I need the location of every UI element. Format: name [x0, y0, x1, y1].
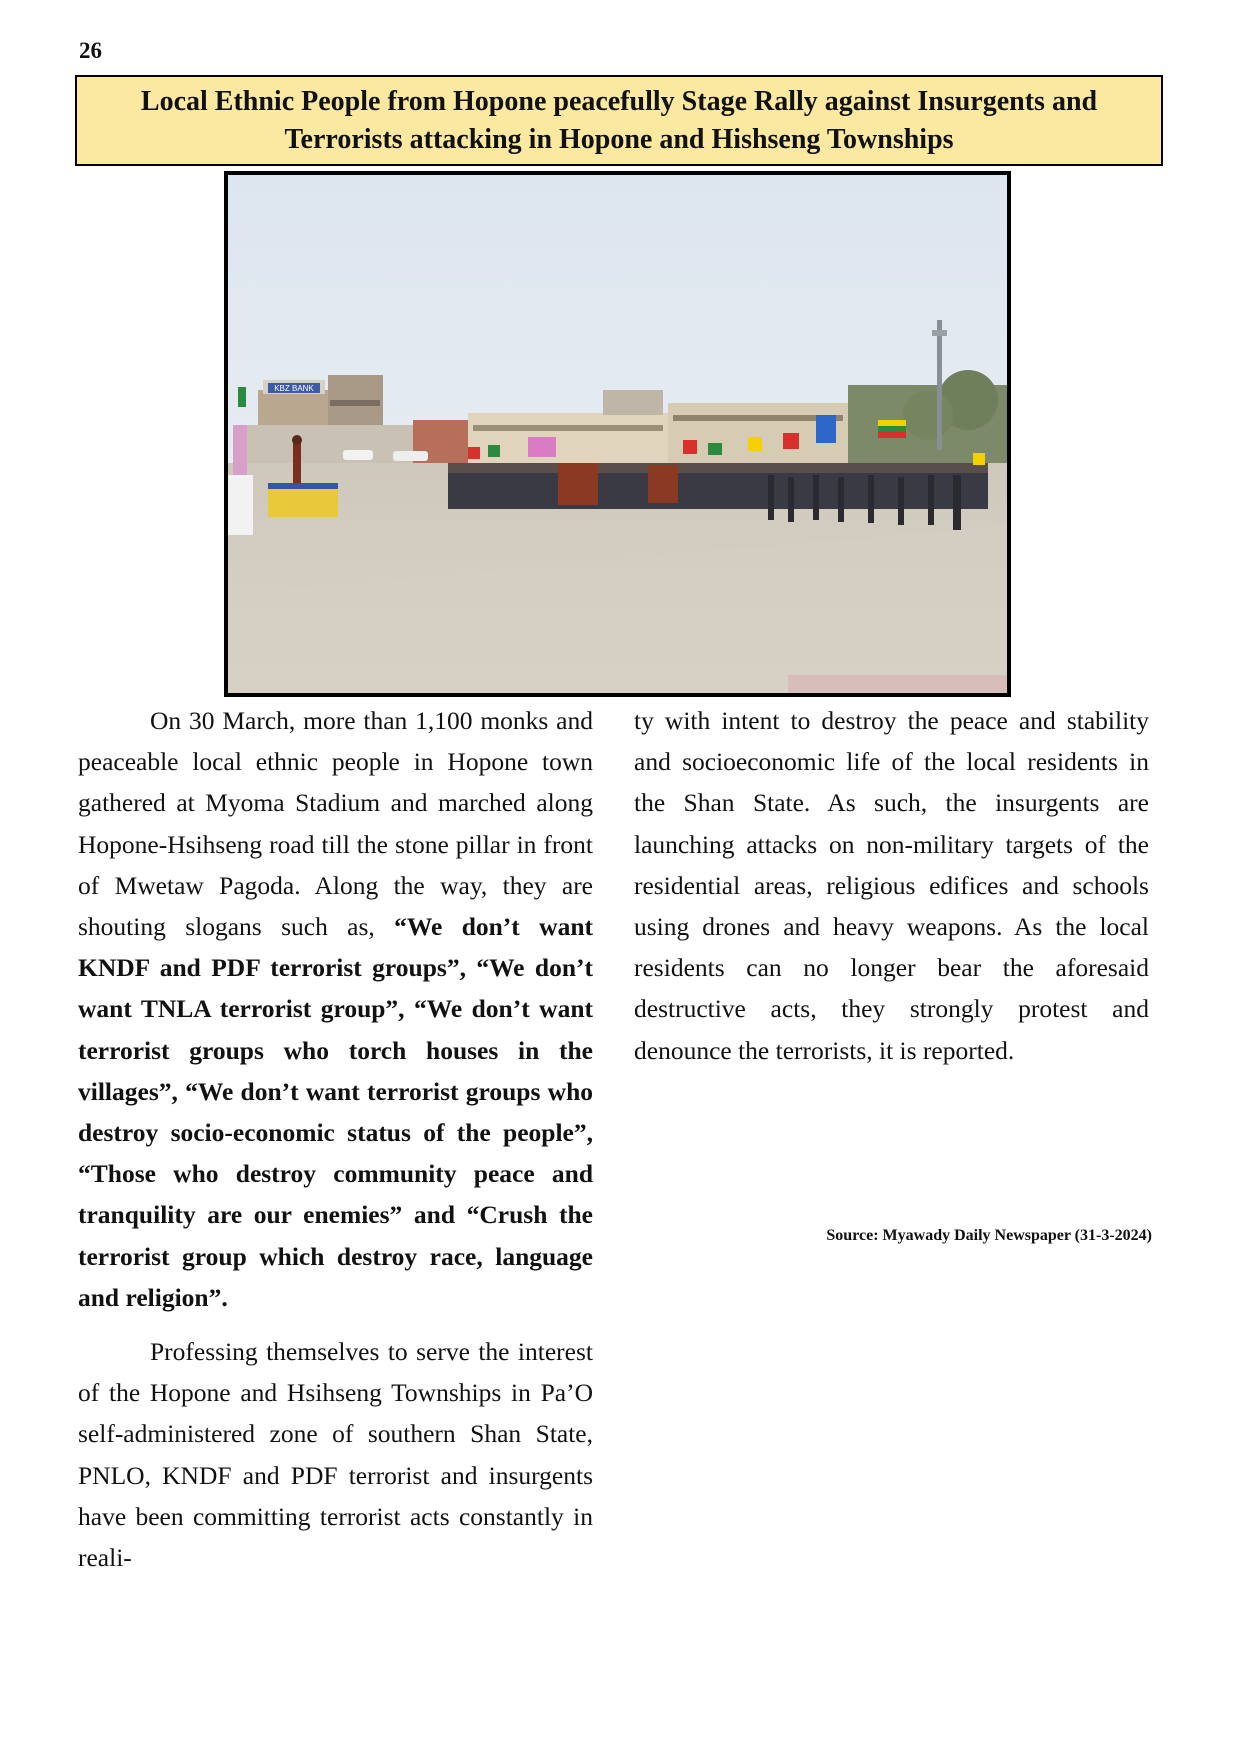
rally-photo-icon	[228, 175, 1007, 693]
paragraph-2-start: Professing themselves to serve the interest of the Hopone and Hsihseng Townships in Pa’O self-administered zone of southern Shan State, PNLO, KNDF and PDF terrorist and insurgents have been committing terrorist acts constantly in reali-	[78, 1337, 593, 1573]
paragraph-1-slogans: “We don’t want KNDF and PDF terrorist groups”, “We don’t want TNLA terrorist group”, “We don’t want terrorist groups who torch houses in the villages”, “We don’t want terrorist groups who destroy socio-economic status of the people”, “Those who destroy community peace and tranquility are our enemies” and “Crush the terrorist group which destroy race, language and religion”.	[78, 912, 593, 1312]
article-title-box	[75, 75, 1163, 166]
paragraph-1-intro: On 30 March, more than 1,100 monks and peaceable local ethnic people in Hopone town gathered at Myoma Stadium and marched along Hopone-Hsihseng road till the stone pillar in front of Mwetaw Pagoda. Along the way, they are shouting slogans such as,	[78, 706, 593, 942]
article-title: Local Ethnic People from Hopone peacefully Stage Rally against Insurgents and Terrorists attacking in Hopone and Hishseng Townships	[140, 85, 1098, 155]
bank-sign: KBZ BANK	[274, 384, 314, 393]
paragraph-2-continued: ty with intent to destroy the peace and stability and socioeconomic life of the local residents in the Shan State. As such, the insurgents are launching attacks on non-military targets of the residential areas, religious edifices and schools using drones and heavy weapons. As the local residents can no longer bear the aforesaid destructive acts, they strongly protest and denounce the terrorists, it is reported.	[634, 706, 1149, 1065]
page-number: 26	[79, 38, 102, 63]
left-column	[78, 700, 593, 1578]
right-column	[634, 700, 1149, 1071]
rally-photo	[224, 171, 1011, 697]
source-credit: Source: Myawady Daily Newspaper (31-3-2024)	[826, 1227, 1152, 1244]
paragraph-1	[78, 700, 593, 1318]
